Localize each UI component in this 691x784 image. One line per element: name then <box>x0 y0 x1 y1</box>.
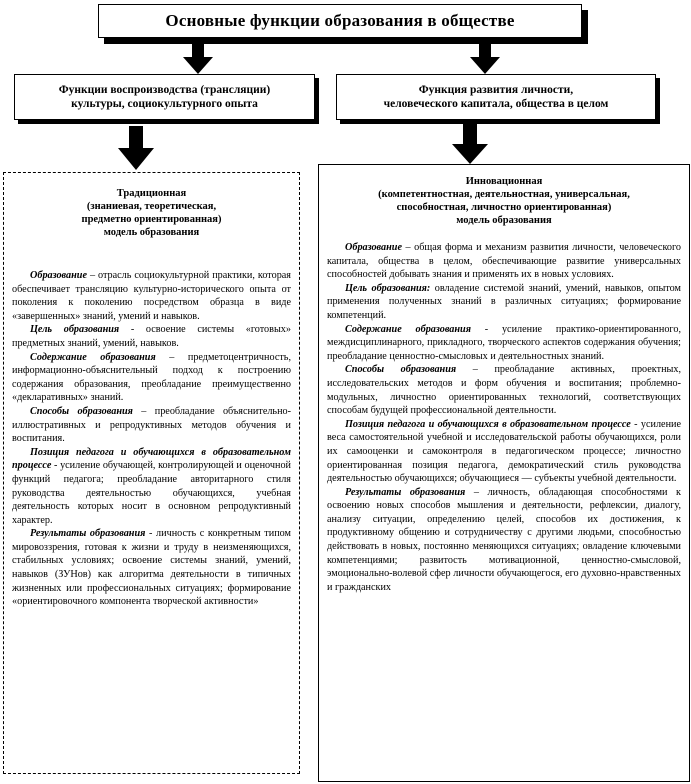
innovative-paragraph-methods <box>327 363 681 417</box>
term: Позиция педагога и обучающихся в образовательном процессе <box>12 446 291 472</box>
paragraph-text: – преобладание объяснительно-иллюстративных и репродуктивных методов обучения и воспитания. <box>12 405 292 445</box>
traditional-paragraph-methods <box>12 405 291 446</box>
arrow-title-to-right <box>470 40 500 74</box>
development-function-box <box>336 74 656 120</box>
traditional-title-line: предметно ориентированная) <box>81 214 222 225</box>
term: Образование <box>30 270 87 281</box>
term: Способы образования <box>345 364 457 376</box>
paragraph-text: - усиление обучающей, контролирующей и оценочной функций педагога; преобладание авторитарного стиля руководства деятельностью обучающихся, учебная деятельность которых носит в основном репродуктивный характер. <box>12 460 291 526</box>
traditional-title-line: (знаниевая, теоретическая, <box>86 201 217 212</box>
traditional-paragraph-results <box>12 527 291 609</box>
arrow-to-innovative-model <box>452 124 488 164</box>
reproduction-function-box <box>14 74 315 120</box>
paragraph-text: – предметоцентричность, информационно-объяснительный подход к построению содержания образования, преобладание преимущественно «декларативных» знаний. <box>12 351 291 404</box>
paragraph-text: – общая форма и механизм развития личности, человеческого капитала, общества в целом, обеспечивающие развитие универсальных способностей добывать знания и применять их в новых условиях. <box>327 242 681 281</box>
innovative-title-line: (компетентностная, деятельностная, универсальная, <box>378 189 630 200</box>
reproduction-function-line2: культуры, социокультурного опыта <box>71 98 258 110</box>
paragraph-text: - личность с конкретным типом мировоззрения, готовая к жизни и труду в неизменяющихся, стабильных условиях; освоение системы знаний, умений, навыков (ЗУНов) как алгоритма деятельности в типичных жизненных или профессиональных ситуациях; формирование «ориентировочного компонента творческой активности» <box>12 528 291 608</box>
traditional-paragraph-position <box>12 446 291 528</box>
innovative-model-title <box>327 175 681 227</box>
paragraph-text: – отрасль социокультурной практики, которая обеспечивает трансляцию культурно-исторического опыта от поколения к поколению посредством образца в виде «завершенных» знаний, умений и навыков. <box>12 270 291 322</box>
traditional-paragraph-education <box>12 269 291 323</box>
paragraph-text: – преобладание активных, проектных, исследовательских методов и форм обучения и воспитания; проблемно-модульных, личностно ориентированных технологий, соответствующих способам будущей профессиональной деятельности. <box>327 364 682 417</box>
development-function-line1: Функция развития личности, <box>418 84 574 96</box>
development-function-line2: человеческого капитала, общества в целом <box>383 98 609 110</box>
term: Цель образования <box>30 324 120 336</box>
term: Способы образования <box>30 405 133 417</box>
traditional-title-line: Традиционная <box>116 188 187 199</box>
term: Содержание образования <box>30 351 156 363</box>
arrow-title-to-left <box>183 40 213 74</box>
paragraph-text: – личность, обладающая способностями к освоению новых способов мышления и деятельности, рефлексии, диалогу, анализу ситуации, определению целей, способов их достижения, к продуктивному общению и сотрудничеству с другими людьми, способностью действовать в новых, постоянно меняющихся ситуациях; овладение ключевыми компетенциями; развитость мотивационной, ценностно-смысловой, эмоционально-волевой сфер личности обучающегося, его духовно-нравственных и гражданских <box>327 486 681 593</box>
diagram-title: Основные функции образования в обществе <box>165 11 515 30</box>
innovative-title-line: способностная, личностно ориентированная) <box>396 202 612 213</box>
innovative-title-line: модель образования <box>456 215 552 226</box>
traditional-paragraph-goal <box>12 323 291 350</box>
term: Образование <box>345 242 402 253</box>
traditional-paragraph-content <box>12 351 291 405</box>
paragraph-text: - усиление веса самостоятельной учебной и исследовательской работы обучающихся, роли их самооценки и самоконтроля в педагогическом процессе; личностно ориентированная позиция педагога, демократический стиль руководства деятельностью обучающихся; обучающиеся — субъекты учебной деятельности. <box>327 418 681 485</box>
innovative-title-line: Инновационная <box>465 176 543 187</box>
term: Результаты образования <box>345 486 466 498</box>
traditional-title-line: модель образования <box>103 227 200 238</box>
innovative-paragraph-position <box>327 418 681 486</box>
innovative-model-box <box>318 164 690 782</box>
term: Позиция педагога и обучающихся в образовательном процессе <box>345 418 631 430</box>
term: Результаты образования <box>30 528 146 540</box>
paragraph-text: - освоение системы «готовых» предметных знаний, умений, навыков. <box>12 324 291 349</box>
paragraph-text: овладение системой знаний, умений, навыков, опытом применения полученных знаний в различных ситуациях; формирование компетенций. <box>327 282 682 321</box>
traditional-model-box <box>3 172 300 774</box>
paragraph-text: - усиление практико-ориентированного, междисциплинарного, прикладного, творческого аспектов содержания обучения; преобладание ценностно-смысловых и деятельностных знаний. <box>327 323 681 362</box>
arrow-to-traditional-model <box>118 126 154 170</box>
term: Цель образования: <box>345 282 431 294</box>
term: Содержание образования <box>345 323 471 335</box>
innovative-paragraph-content <box>327 323 681 364</box>
innovative-paragraph-goal <box>327 282 681 323</box>
diagram-title-box <box>98 4 582 38</box>
traditional-model-title <box>12 187 291 239</box>
innovative-paragraph-results <box>327 486 681 595</box>
reproduction-function-line1: Функции воспроизводства (трансляции) <box>58 84 271 96</box>
innovative-paragraph-education <box>327 241 681 282</box>
